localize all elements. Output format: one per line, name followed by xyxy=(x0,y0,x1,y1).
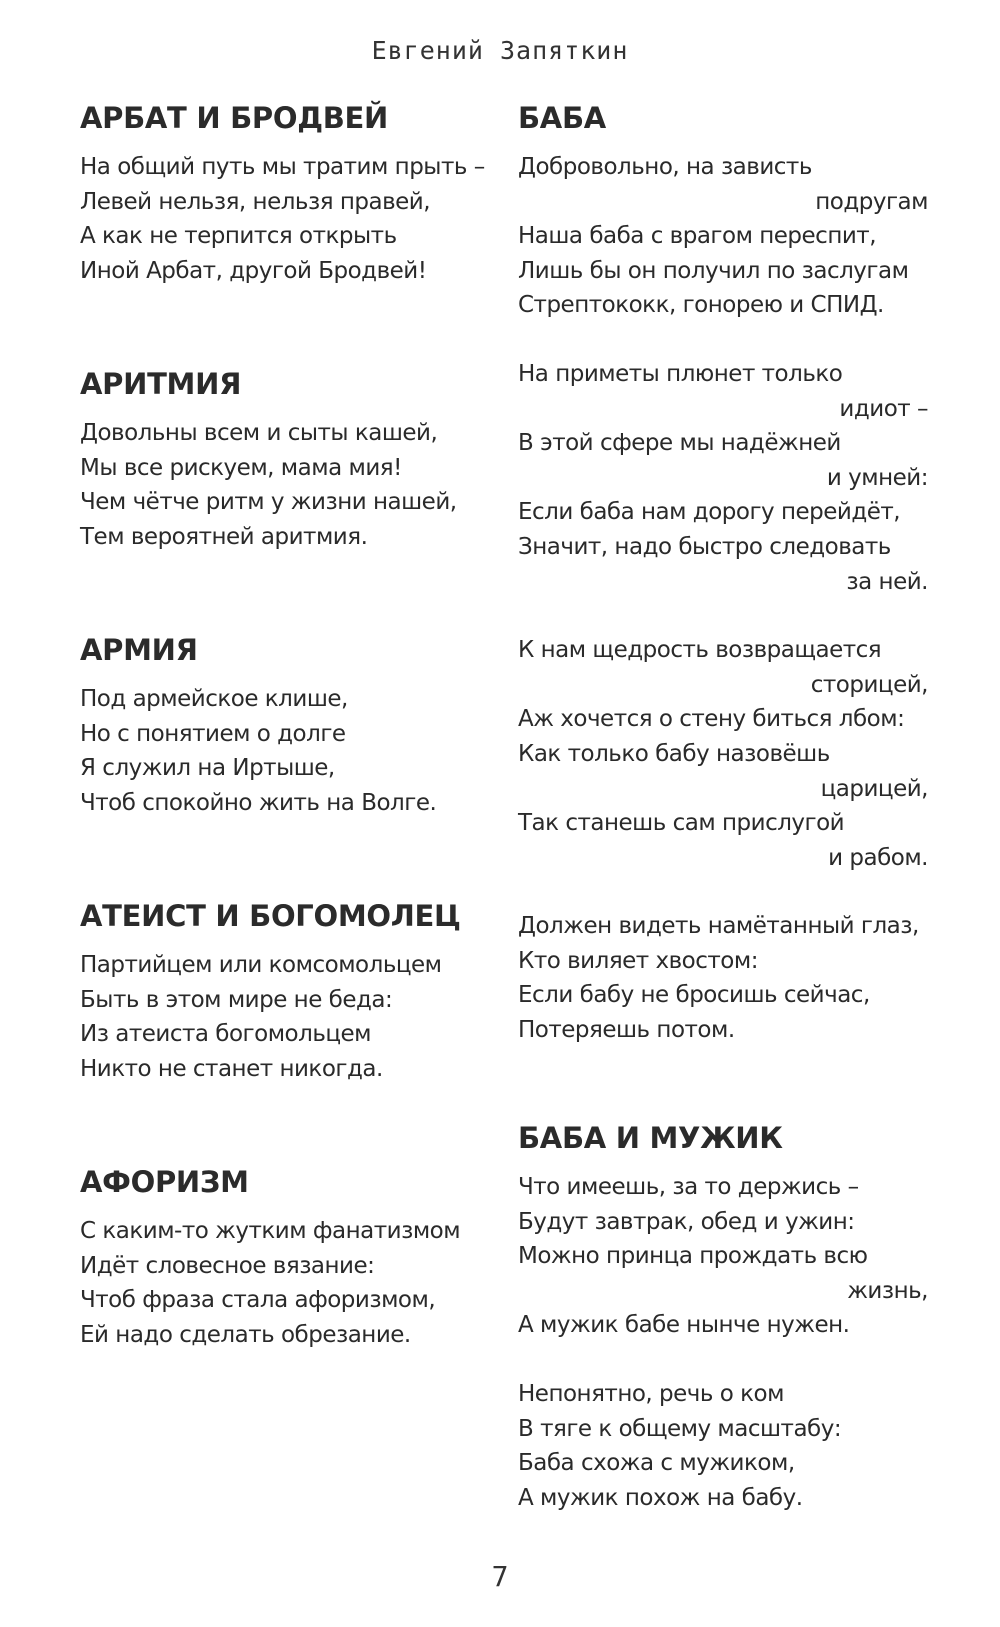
poem-line: Как только бабу назовёшь xyxy=(518,740,830,767)
poem-line: В тяге к общему масштабу: xyxy=(518,1415,842,1442)
poem-line: Наша баба с врагом переспит, xyxy=(518,223,877,250)
poem-line: Добровольно, на зависть xyxy=(518,154,812,180)
poem-line: Ей надо сделать обрезание. xyxy=(80,1321,411,1348)
poem-line: Под армейское клише, xyxy=(80,686,348,712)
poem-line-continuation: идиот – xyxy=(839,395,928,422)
poem-line: Так станешь сам прислугой xyxy=(518,810,845,837)
poem-title: АРБАТ И БРОДВЕЙ xyxy=(80,101,389,135)
poem-line: Стрептококк, гонорею и СПИД. xyxy=(518,292,884,319)
poem-line: Чтоб спокойно жить на Волге. xyxy=(80,789,437,816)
poem-title: АРИТМИЯ xyxy=(80,367,242,401)
poem-body xyxy=(80,948,461,1086)
page-number: 7 xyxy=(491,1560,509,1593)
running-header-author: Евгений Запяткин xyxy=(371,36,629,65)
poem-title: БАБА xyxy=(518,101,606,135)
poem-line: Можно принца прождать всю xyxy=(518,1243,868,1270)
poem-ateist-i-bogomolets xyxy=(80,898,461,1086)
poem-line: Никто не станет никогда. xyxy=(80,1055,383,1082)
poem-line: Кто виляет хвостом: xyxy=(518,947,758,974)
poem-line: А мужик бабе нынче нужен. xyxy=(518,1312,850,1339)
poem-line-continuation: царицей, xyxy=(820,775,928,802)
poem-line: В этой сфере мы надёжней xyxy=(518,430,841,457)
poem-line: Левей нельзя, нельзя правей, xyxy=(80,188,431,215)
poem-line-continuation: и умней: xyxy=(826,464,928,491)
poem-armiya xyxy=(80,632,436,820)
poem-title: АТЕИСТ И БОГОМОЛЕЦ xyxy=(80,899,461,933)
poem-title: АФОРИЗМ xyxy=(80,1165,249,1199)
poem-line: На общий путь мы тратим прыть – xyxy=(80,154,485,180)
poem-line: Должен видеть намётанный глаз, xyxy=(518,913,919,940)
poem-aforizm xyxy=(80,1164,460,1352)
poem-line: Если баба нам дорогу перейдёт, xyxy=(518,499,901,526)
poem-line-continuation: сторицей, xyxy=(810,671,928,698)
poem-line: А мужик похож на бабу. xyxy=(518,1484,803,1511)
poem-line: Партийцем или комсомольцем xyxy=(80,952,442,978)
poem-line: Быть в этом мире не беда: xyxy=(80,986,393,1013)
poem-line: Будут завтрак, обед и ужин: xyxy=(518,1208,855,1235)
poem-aritmiya xyxy=(80,366,457,554)
poem-line: На приметы плюнет только xyxy=(518,360,843,387)
poem-line: Чем чётче ритм у жизни нашей, xyxy=(80,489,457,516)
poem-line: Довольны всем и сыты кашей, xyxy=(80,420,438,446)
poem-line-continuation: подругам xyxy=(815,188,928,215)
poem-line: А как не терпится открыть xyxy=(80,223,397,250)
poem-line: Если бабу не бросишь сейчас, xyxy=(518,982,870,1009)
stanza xyxy=(518,633,928,875)
poem-line: Потеряешь потом. xyxy=(518,1017,735,1044)
poem-body xyxy=(80,1214,460,1352)
poem-line: Непонятно, речь о ком xyxy=(518,1380,784,1407)
poem-line: С каким-то жутким фанатизмом xyxy=(80,1218,461,1244)
poem-line-continuation: жизнь, xyxy=(847,1277,928,1304)
poem-line: К нам щедрость возвращается xyxy=(518,637,882,664)
poem-line-continuation: и рабом. xyxy=(828,844,928,871)
stanza xyxy=(518,1170,928,1343)
poem-line: Тем вероятней аритмия. xyxy=(80,523,368,550)
poem-line: Чтоб фраза стала афоризмом, xyxy=(80,1287,436,1314)
poem-line: Но с понятием о долге xyxy=(80,720,346,747)
stanza xyxy=(518,909,928,1047)
poem-line: Аж хочется о стену биться лбом: xyxy=(518,706,905,733)
poem-line: Лишь бы он получил по заслугам xyxy=(518,257,909,284)
poem-arbat-i-brodvey xyxy=(80,100,485,288)
poem-body xyxy=(80,416,457,554)
poem-title: АРМИЯ xyxy=(80,633,198,667)
poem-line: Баба схожа с мужиком, xyxy=(518,1450,795,1477)
poem-title: БАБА И МУЖИК xyxy=(518,1121,783,1155)
stanza xyxy=(518,357,928,599)
poem-baba xyxy=(518,100,928,1048)
poem-line: Идёт словесное вязание: xyxy=(80,1252,375,1279)
poem-line: Мы все рискуем, мама мия! xyxy=(80,454,402,481)
poem-line: Из атеиста богомольцем xyxy=(80,1021,372,1048)
poem-line: Я служил на Иртыше, xyxy=(80,755,335,782)
poem-line-continuation: за ней. xyxy=(846,568,928,595)
poem-body xyxy=(80,682,436,820)
poem-line: Значит, надо быстро следовать xyxy=(518,533,891,560)
poem-line: Что имеешь, за то держись – xyxy=(518,1174,859,1200)
stanza xyxy=(518,1377,928,1515)
poem-line: Иной Арбат, другой Бродвей! xyxy=(80,257,427,284)
stanza xyxy=(518,150,928,323)
poem-body xyxy=(80,150,485,288)
poem-baba-i-muzhik xyxy=(518,1120,928,1515)
